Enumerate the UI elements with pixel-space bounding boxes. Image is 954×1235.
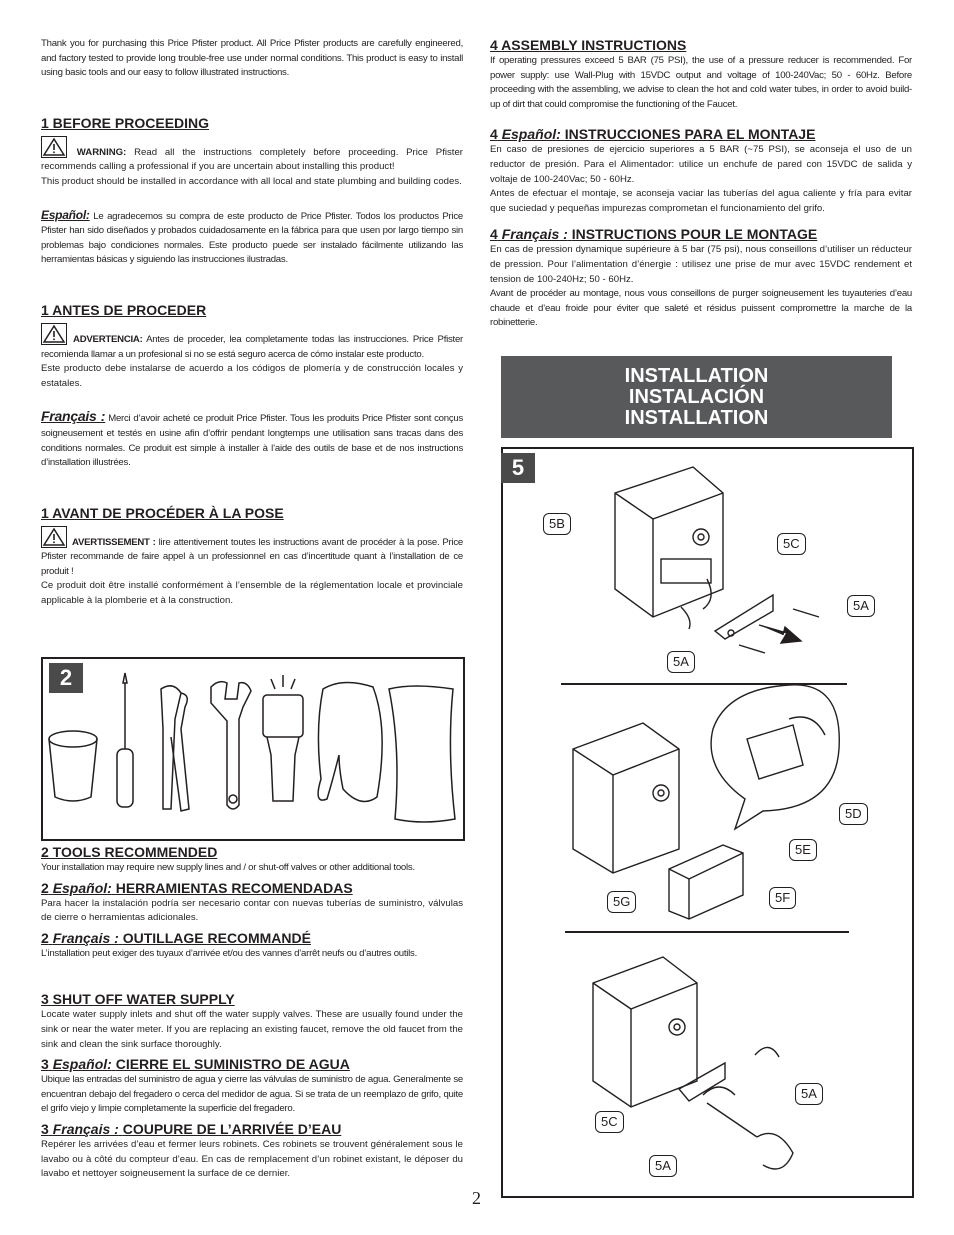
section4-fr-heading: 4 Français : INSTRUCTIONS POUR LE MONTAGE (490, 226, 818, 243)
wrench-icon (211, 682, 251, 809)
section3-fr-heading: 3 Français : COUPURE DE L’ARRIVÉE D’EAU (41, 1120, 342, 1137)
french-intro (41, 409, 463, 470)
section4-es-text-1: En caso de presiones de ejercicio superiores a 5 BAR (~75 PSI), se aconseja el uso de un reductor de presión. Para el Alimentador: utilice un enchufe de pared con 15VDC de salida y voltaje de 100-240Vac; 50 - 60Hz. (490, 144, 912, 185)
battery-pack-icon (669, 845, 743, 919)
callout-5e: 5E (789, 839, 817, 861)
right-column (490, 37, 912, 331)
section4-fr-text-2: Avant de procéder au montage, nous vous conseillons de purger soigneusement les tuyauteries d’eau chaude et d’eau froide pour éviter que saleté et résidus puissent compromettre la marche de la robinetterie. (490, 288, 912, 329)
warning-text: Antes de proceder, lea completamente todas las instrucciones. Price Pfister recomienda llamar a un profesional si no se está seguro acerca de cómo instalar este producto. (41, 333, 463, 360)
callout-5c-bottom: 5C (595, 1111, 624, 1133)
callout-5b: 5B (543, 513, 571, 535)
section3-fr-text: Repérer les arrivées d’eau et fermer leurs robinets. Ces robinets se trouvent généralement sous le lavabo ou à côté du compteur d’eau. En cas de remplacement d’un robinet existant, le déposer du lavabo et nettoyer soigneusement la surface de ce dernier. (41, 1138, 463, 1180)
callout-5f: 5F (769, 887, 796, 909)
warning-icon (41, 136, 67, 158)
spanish-intro (41, 208, 463, 268)
divider (565, 931, 849, 933)
intro-text: Thank you for purchasing this Price Pfister product. All Price Pfister products are carefully engineered, and factory tested to provide long trouble-free use under normal conditions. This product is easy to install using basic tools and our easy to follow illustrated instructions. (41, 38, 463, 79)
rotate-arrow-icon (755, 1047, 779, 1057)
warning-text: lire attentivement toutes les instructions avant de procéder à la pose. Price Pfister recommande de faire appel à un professionnel en cas d’incertitude quant à l’installation de ce produit ! (41, 536, 463, 577)
bracket-icon (679, 1063, 725, 1101)
callout-5c-top: 5C (777, 533, 806, 555)
installation-figure (501, 447, 914, 1198)
section1-fr-warning (41, 526, 463, 580)
section2-fr-heading: 2 Français : OUTILLAGE RECOMMANDÉ (41, 929, 311, 946)
control-box-icon (573, 723, 679, 873)
warning-label: AVERTISSEMENT : (72, 536, 156, 548)
tools-figure (41, 657, 465, 841)
section1-en-codes: This product should be installed in accordance with all local and state plumbing and building codes. (41, 175, 462, 187)
section2-es-text: Para hacer la instalación podría ser necesario contar con nuevas tuberías de suministro, válvulas de cierre o herramientas adicionales. (41, 897, 463, 924)
callout-5a-top-right: 5A (847, 595, 875, 617)
section2-fr-text: L’installation peut exiger des tuyaux d’arrivée et/ou des vannes d’arrêt neufs ou d’autres outils. (41, 947, 418, 959)
section4-en-heading: 4 ASSEMBLY INSTRUCTIONS (490, 37, 687, 53)
warning-icon (41, 526, 67, 548)
callout-5a-bottom-right: 5A (795, 1083, 823, 1105)
section2-en-text: Your installation may require new supply lines and / or shut-off valves or other additional tools. (41, 862, 415, 873)
french-label: Français : (41, 408, 106, 425)
rag-icon (389, 686, 455, 822)
banner-line-es: INSTALACIÓN (628, 385, 765, 408)
section1-es-heading: 1 ANTES DE PROCEDER (41, 301, 207, 318)
callout-5d: 5D (839, 803, 868, 825)
section2-es-heading: 2 Español: HERRAMIENTAS RECOMENDADAS (41, 879, 353, 896)
spanish-intro-text: Le agradecemos su compra de este producto de Price Pfister. Todos los productos Price Pfister han sido diseñados y probados cuidadosamente en la fábrica para que usen por largo tiempo sin problemas bajo condiciones normales. Este producto puede ser instalado fácilmente utilizando las herramientas básicas y siguiendo las instrucciones ilustradas. (41, 210, 463, 266)
installation-banner (501, 356, 892, 438)
control-box-icon (593, 957, 697, 1107)
cup-icon (49, 731, 97, 801)
warning-text: Read all the instructions completely before proceeding. Price Pfister recommends calling a professional if you are uncertain about installing this product! (41, 146, 463, 173)
section4-en-text: If operating pressures exceed 5 BAR (75 PSI), the use of a pressure reducer is recommended. For power supply: use Wall-Plug with 15VDC output and voltage of 100-240Vac; 50 - 60Hz. Before proceeding with the assembling, we advise to clean the hot and cold water tubes, in order to avoid build-up of dirt that could compromise the functioning of the Faucet. (490, 55, 912, 110)
left-column-lower (41, 844, 463, 1182)
section1-es-codes: Este producto debe instalarse de acuerdo a los códigos de plomería y de construcción locales y estatales. (41, 363, 463, 389)
section3-en-text: Locate water supply inlets and shut off the water supply valves. These are usually found under the sink or near the water meter. If you are replacing an existing faucet, remove the old faucet from the sink and clean the sink surface thoroughly. (41, 1009, 463, 1050)
section1-en-heading: 1 BEFORE PROCEEDING (41, 114, 210, 131)
step-badge: 5 (501, 453, 535, 483)
left-column (41, 37, 463, 609)
warning-label: ADVERTENCIA: (73, 333, 143, 345)
section3-es-text: Ubique las entradas del suministro de agua y cierre las válvulas de suministro de agua. Generalmente se encuentran debajo del fregadero o cerca del medidor de agua. Si se trata de un reemplazo de grifo, quite el grifo viejo y limpie completamente la superficie del fregadero. (41, 1074, 463, 1115)
rotate-arrow-icon (703, 1087, 735, 1095)
magnifier-bubble (711, 685, 839, 829)
pliers-icon (161, 686, 189, 811)
warning-label: WARNING: (76, 146, 127, 158)
section1-fr-heading: 1 AVANT DE PROCÉDER À LA POSE (41, 504, 284, 521)
section1-en-warning (41, 136, 463, 175)
callout-5a-bottom: 5A (649, 1155, 677, 1177)
section1-es-warning (41, 323, 463, 362)
callout-5a-top-left: 5A (667, 651, 695, 673)
arrow-icon (759, 625, 801, 643)
section3-en-heading: 3 SHUT OFF WATER SUPPLY (41, 991, 235, 1008)
section3-es-heading: 3 Español: CIERRE EL SUMINISTRO DE AGUA (41, 1056, 350, 1073)
banner-line-fr: INSTALLATION (624, 406, 769, 429)
section4-es-heading: 4 Español: INSTRUCCIONES PARA EL MONTAJE (490, 126, 816, 143)
step-badge: 2 (49, 663, 83, 693)
french-intro-text: Merci d’avoir acheté ce produit Price Pfister. Tous les produits Price Pfister sont conçus soigneusement et testés en usine afin d’offrir pendant longtemps une utilisation sans tracas dans des conditions normales. Ce produit est simple à installer à l’aide des outils de base et de nos instructions d’installation illustrées. (41, 413, 464, 469)
section4-es-text-2: Antes de efectuar el montaje, se aconseja vaciar las tuberías del agua caliente y fría para evitar que suciedad y pequeñas impurezas comprometan el funcionamiento del grifo. (490, 188, 912, 214)
flashlight-icon (263, 675, 303, 801)
divider (561, 683, 847, 685)
section1-fr-codes: Ce produit doit être installé conformément à l’ensemble de la réglementation locale et provinciale applicable à la plomberie et à la construction. (41, 580, 463, 607)
callout-5g: 5G (607, 891, 636, 913)
banner-line-en: INSTALLATION (624, 364, 769, 387)
screwdriver-icon (117, 673, 133, 807)
bracket-icon (715, 595, 773, 639)
tools-illustration (43, 659, 463, 839)
control-box-icon (615, 467, 723, 629)
spanish-label: Español: (41, 207, 90, 222)
goggles-icon (318, 682, 382, 801)
screwdriver-hand-icon (707, 1103, 793, 1169)
warning-icon (41, 323, 67, 345)
section2-en-heading: 2 TOOLS RECOMMENDED (41, 844, 218, 860)
page-number: 2 (472, 1188, 481, 1208)
section4-fr-text-1: En cas de pression dynamique supérieure à 5 bar (75 psi), nous conseillons d’utiliser un réducteur de pression. Pour l’alimentation d’énergie : utilisez une prise de mur avec 15VDC rendement et tension de 100-240Hz; 50 - 60Hz. (490, 244, 912, 285)
